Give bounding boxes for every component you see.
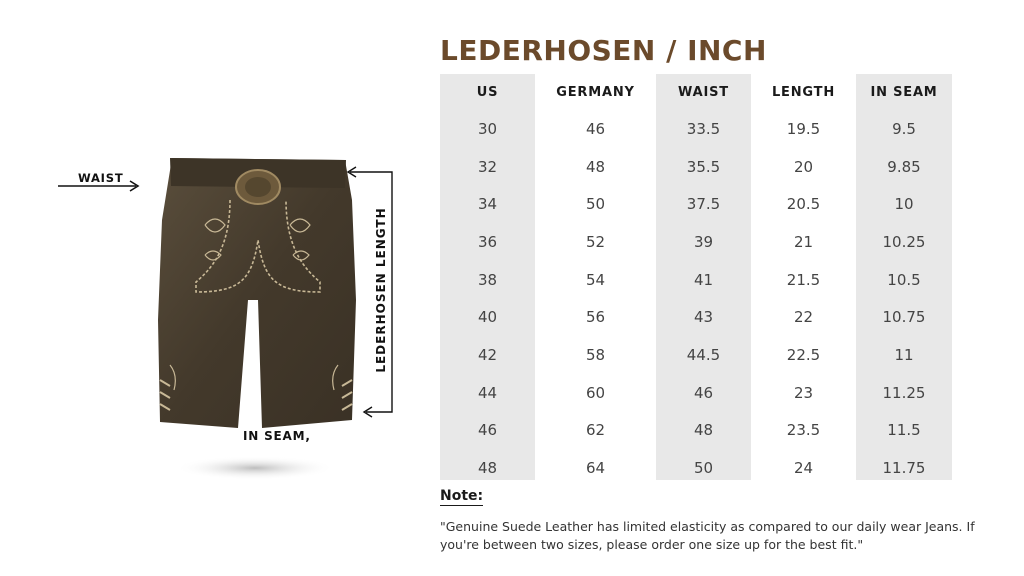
cell-germany: 52 (585, 232, 606, 251)
cell-waist: 33.5 (686, 119, 721, 138)
cell-germany: 46 (585, 119, 606, 138)
cell-length: 20 (793, 157, 814, 176)
cell-us: 46 (477, 421, 498, 440)
cell-inseam: 11.5 (887, 421, 921, 440)
header-inseam: IN SEAM (870, 84, 938, 100)
table-row (440, 374, 952, 412)
table-row (440, 412, 952, 450)
cell-length: 22 (793, 308, 814, 327)
cell-us: 42 (477, 345, 498, 364)
cell-waist: 50 (693, 459, 714, 478)
cell-length: 21.5 (786, 270, 821, 289)
cell-waist: 39 (693, 232, 714, 251)
cell-waist: 46 (693, 383, 714, 402)
cell-us: 44 (477, 383, 498, 402)
cell-us: 34 (477, 195, 498, 214)
table-row (440, 223, 952, 261)
table-row (440, 261, 952, 299)
size-table (440, 74, 952, 487)
cell-inseam: 11.25 (882, 383, 926, 402)
cell-length: 21 (793, 232, 814, 251)
table-row (440, 336, 952, 374)
cell-length: 19.5 (786, 119, 821, 138)
cell-inseam: 10.5 (887, 270, 921, 289)
cell-inseam: 9.5 (892, 119, 916, 138)
cell-inseam: 11.75 (882, 459, 926, 478)
header-us: US (476, 84, 499, 100)
cell-us: 40 (477, 308, 498, 327)
cell-us: 36 (477, 232, 498, 251)
table-row (440, 148, 952, 186)
cell-length: 20.5 (786, 195, 821, 214)
note-text: "Genuine Suede Leather has limited elasticity as compared to our daily wear Jeans. If you're between two sizes, please order one size up for the best fit." (440, 519, 975, 552)
cell-germany: 60 (585, 383, 606, 402)
cell-us: 30 (477, 119, 498, 138)
cell-inseam: 10.25 (882, 232, 926, 251)
cell-length: 24 (793, 459, 814, 478)
cell-inseam: 11 (894, 345, 914, 364)
cell-us: 32 (477, 157, 498, 176)
table-row (440, 298, 952, 336)
cell-length: 22.5 (786, 345, 821, 364)
cell-germany: 64 (585, 459, 606, 478)
cell-length: 23.5 (786, 421, 821, 440)
table-row (440, 449, 952, 487)
table-row (440, 185, 952, 223)
ground-shadow (175, 456, 335, 480)
table-header-row (440, 74, 952, 110)
cell-waist: 35.5 (686, 157, 721, 176)
length-label: LEDERHOSEN LENGTH (374, 207, 388, 373)
table-row (440, 110, 952, 148)
header-waist: WAIST (678, 84, 729, 100)
cell-inseam: 10.75 (882, 308, 926, 327)
cell-waist: 37.5 (686, 195, 721, 214)
cell-waist: 48 (693, 421, 714, 440)
cell-germany: 48 (585, 157, 606, 176)
cell-us: 48 (477, 459, 498, 478)
cell-inseam: 10 (894, 195, 914, 214)
page-title: LEDERHOSEN / INCH (440, 34, 767, 67)
cell-waist: 44.5 (686, 345, 721, 364)
cell-germany: 58 (585, 345, 606, 364)
lederhosen-illustration (0, 0, 430, 576)
cell-waist: 43 (693, 308, 714, 327)
header-length: LENGTH (771, 84, 836, 100)
cell-germany: 50 (585, 195, 606, 214)
note-label: Note: (440, 488, 484, 504)
inseam-label: IN SEAM, (243, 429, 311, 443)
size-table-container (440, 74, 952, 480)
cell-us: 38 (477, 270, 498, 289)
header-germany: GERMANY (556, 84, 635, 100)
cell-germany: 54 (585, 270, 606, 289)
cell-inseam: 9.85 (887, 157, 921, 176)
waist-label: WAIST (78, 171, 124, 185)
cell-length: 23 (793, 383, 814, 402)
cell-germany: 56 (585, 308, 606, 327)
cell-germany: 62 (585, 421, 606, 440)
cell-waist: 41 (693, 270, 714, 289)
